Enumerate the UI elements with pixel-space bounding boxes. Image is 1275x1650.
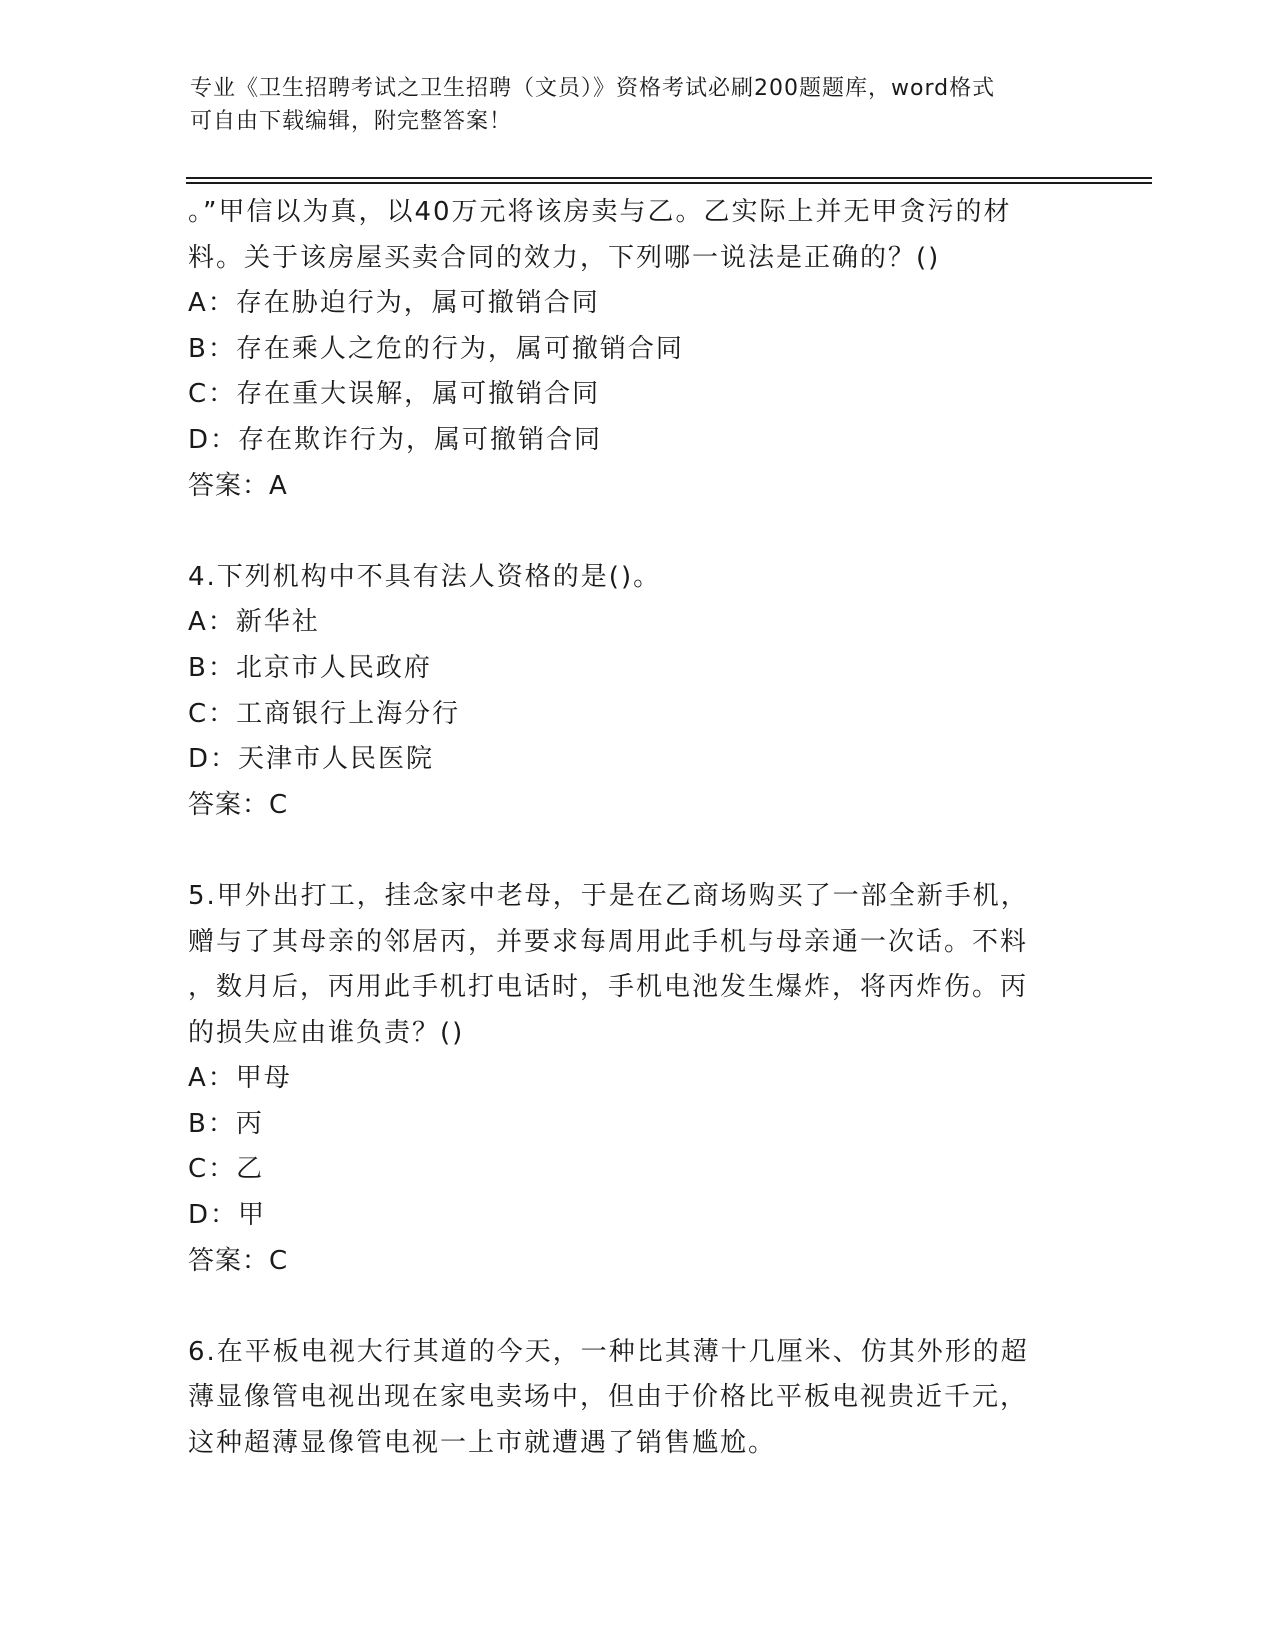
question-text-line: 5.甲外出打工，挂念家中老母，于是在乙商场购买了一部全新手机， [188, 880, 1029, 911]
answer-line: 答案：C [188, 1245, 289, 1276]
answer-line: 答案：A [188, 470, 288, 501]
question-6 [188, 1330, 1088, 1467]
spacer [188, 509, 1088, 555]
header-divider-top [186, 177, 1152, 179]
page-header [190, 72, 1070, 138]
header-title-line-2: 可自由下载编辑，附完整答案！ [190, 109, 513, 134]
document-body [188, 190, 1088, 1467]
option-a: A：新华社 [188, 607, 320, 638]
spacer [188, 1284, 1088, 1330]
question-text-line: 。”甲信以为真，以40万元将该房卖与乙。乙实际上并无甲贪污的材 [188, 197, 1012, 227]
option-b: B：存在乘人之危的行为，属可撤销合同 [188, 333, 684, 364]
question-text-line: 这种超薄显像管电视一上市就遭遇了销售尴尬。 [188, 1428, 777, 1459]
question-text-line: 的损失应由谁负责？() [188, 1017, 465, 1048]
option-b: B：丙 [188, 1108, 264, 1139]
option-c: C：乙 [188, 1154, 265, 1185]
option-a: A：甲母 [188, 1063, 292, 1094]
question-text-line: 赠与了其母亲的邻居丙，并要求每周用此手机与母亲通一次话。不料 [188, 926, 1029, 957]
answer-line: 答案：C [188, 789, 289, 820]
question-5 [188, 874, 1088, 1284]
question-text-line: 6.在平板电视大行其道的今天，一种比其薄十几厘米、仿其外形的超 [188, 1336, 1029, 1367]
option-d: D：存在欺诈行为，属可撤销合同 [188, 424, 603, 455]
option-a: A：存在胁迫行为，属可撤销合同 [188, 288, 600, 319]
option-d: D：甲 [188, 1200, 267, 1231]
question-text-line: ，数月后，丙用此手机打电话时，手机电池发生爆炸，将丙炸伤。丙 [188, 972, 1029, 1003]
option-c: C：工商银行上海分行 [188, 698, 461, 729]
option-b: B：北京市人民政府 [188, 652, 432, 683]
header-title-line-1: 专业《卫生招聘考试之卫生招聘（文员）》资格考试必刷200题题库，word格式 [190, 76, 996, 101]
header-divider-bottom [186, 182, 1152, 184]
question-text-line: 料。关于该房屋买卖合同的效力，下列哪一说法是正确的？() [188, 242, 941, 273]
question-text-line: 薄显像管电视出现在家电卖场中，但由于价格比平板电视贵近千元， [188, 1382, 1029, 1413]
spacer [188, 828, 1088, 874]
question-4 [188, 555, 1088, 829]
question-text-line: 4.下列机构中不具有法人资格的是()。 [188, 561, 662, 592]
option-d: D：天津市人民医院 [188, 744, 435, 775]
option-c: C：存在重大误解，属可撤销合同 [188, 379, 601, 410]
question-3 [188, 190, 1088, 509]
